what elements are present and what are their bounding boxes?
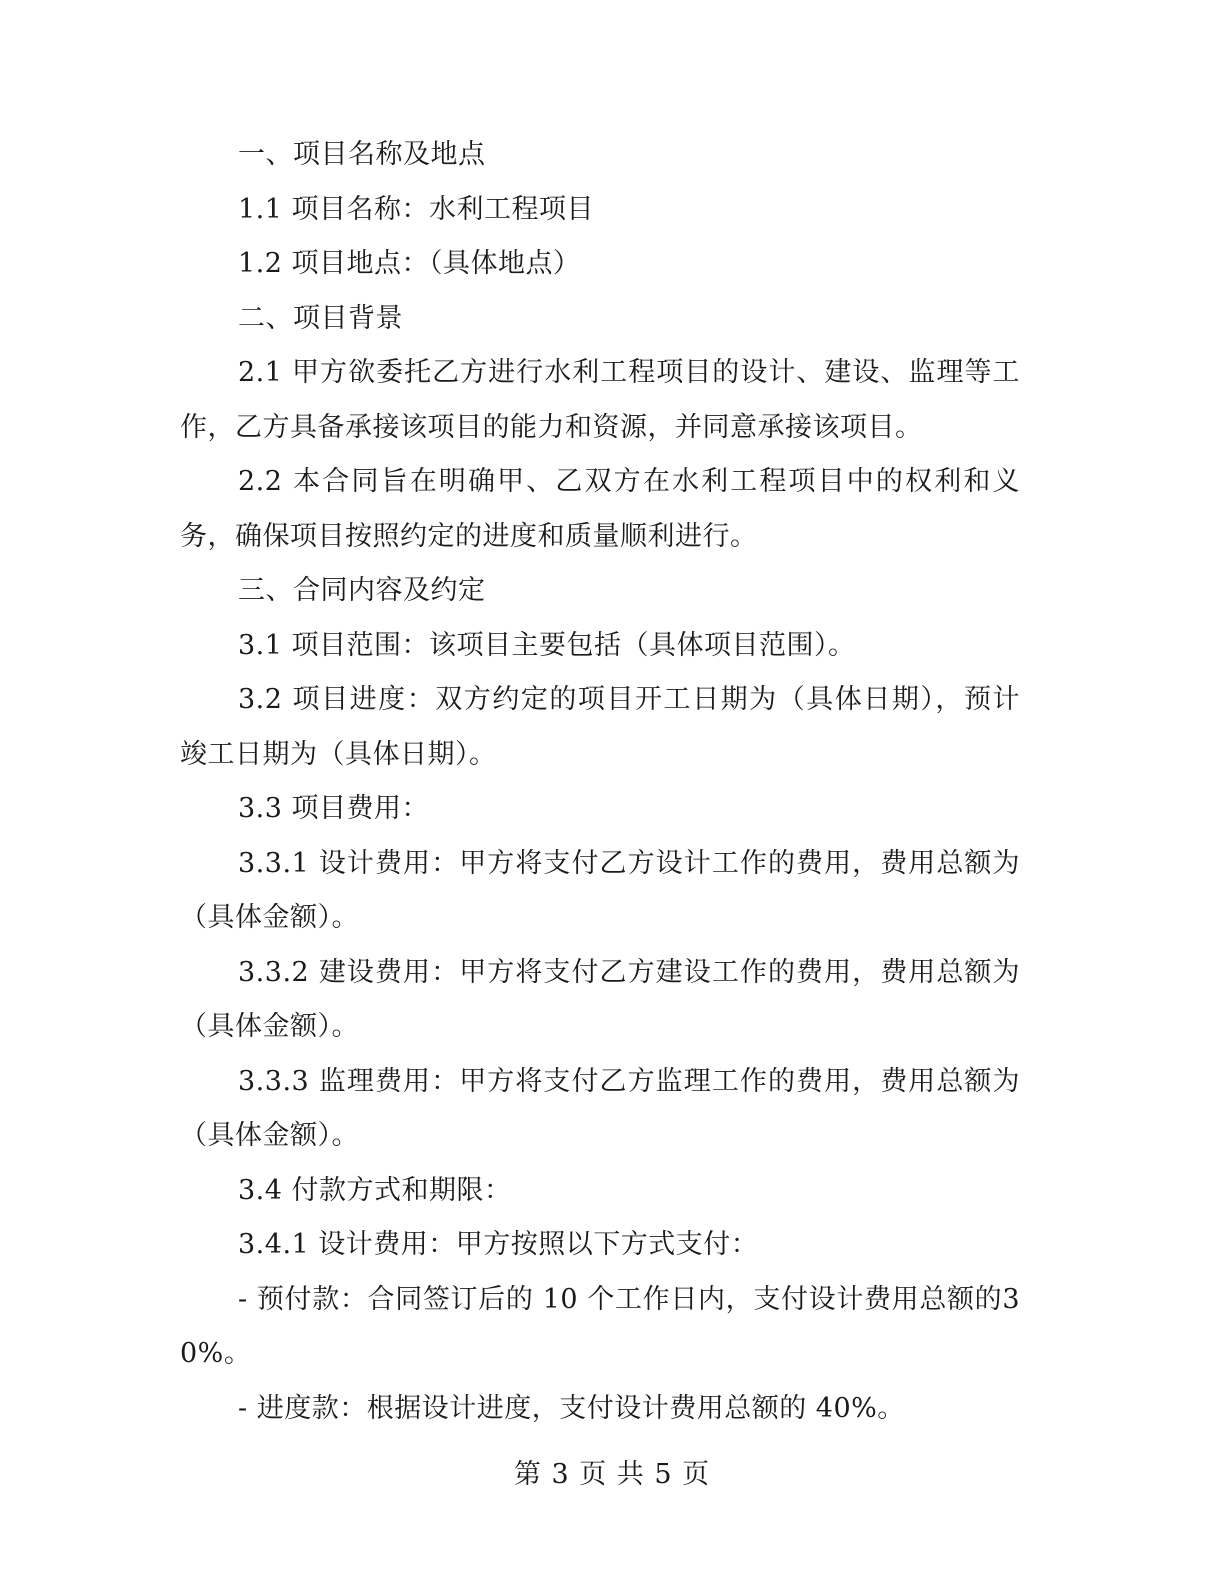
section-heading-1: 一、项目名称及地点 (238, 139, 486, 170)
clause-3-3-1: 3.3.1 设计费用：甲方将支付乙方设计工作的费用，费用总额为（具体金额）。 (180, 847, 1020, 933)
clause-2-2: 2.2 本合同旨在明确甲、乙双方在水利工程项目中的权利和义务，确保项目按照约定的进度和质量顺利进行。 (180, 466, 1020, 552)
clause-3-4: 3.4 付款方式和期限： (238, 1174, 512, 1206)
clause-3-3: 3.3 项目费用： (238, 793, 430, 824)
clause-2-1: 2.1 甲方欲委托乙方进行水利工程项目的设计、建设、监理等工作，乙方具备承接该项目的能力和资源，并同意承接该项目。 (180, 357, 1020, 443)
list-item-prepayment: - 预付款：合同签订后的 10 个工作日内，支付设计费用总额的30%。 (180, 1283, 1020, 1369)
clause-3-3-2: 3.3.2 建设费用：甲方将支付乙方建设工作的费用，费用总额为（具体金额）。 (180, 956, 1020, 1042)
document-body (180, 128, 1020, 1436)
clause-1-1: 1.1 项目名称：水利工程项目 (238, 193, 595, 225)
section-heading-2: 二、项目背景 (238, 302, 403, 334)
clause-3-3-3: 3.3.3 监理费用：甲方将支付乙方监理工作的费用，费用总额为（具体金额）。 (180, 1065, 1020, 1151)
page-number-label: 第 3 页 共 5 页 (513, 1459, 711, 1490)
clause-1-2: 1.2 项目地点：（具体地点） (238, 248, 581, 279)
clause-3-4-1: 3.4.1 设计费用：甲方按照以下方式支付： (238, 1229, 759, 1260)
section-heading-3: 三、合同内容及约定 (238, 575, 486, 606)
list-item-progress-payment: - 进度款：根据设计进度，支付设计费用总额的 40%。 (238, 1392, 905, 1424)
clause-3-2: 3.2 项目进度：双方约定的项目开工日期为（具体日期），预计竣工日期为（具体日期）。 (180, 684, 1020, 770)
page-footer (0, 1455, 1224, 1495)
clause-3-1: 3.1 项目范围：该项目主要包括（具体项目范围）。 (238, 629, 856, 661)
